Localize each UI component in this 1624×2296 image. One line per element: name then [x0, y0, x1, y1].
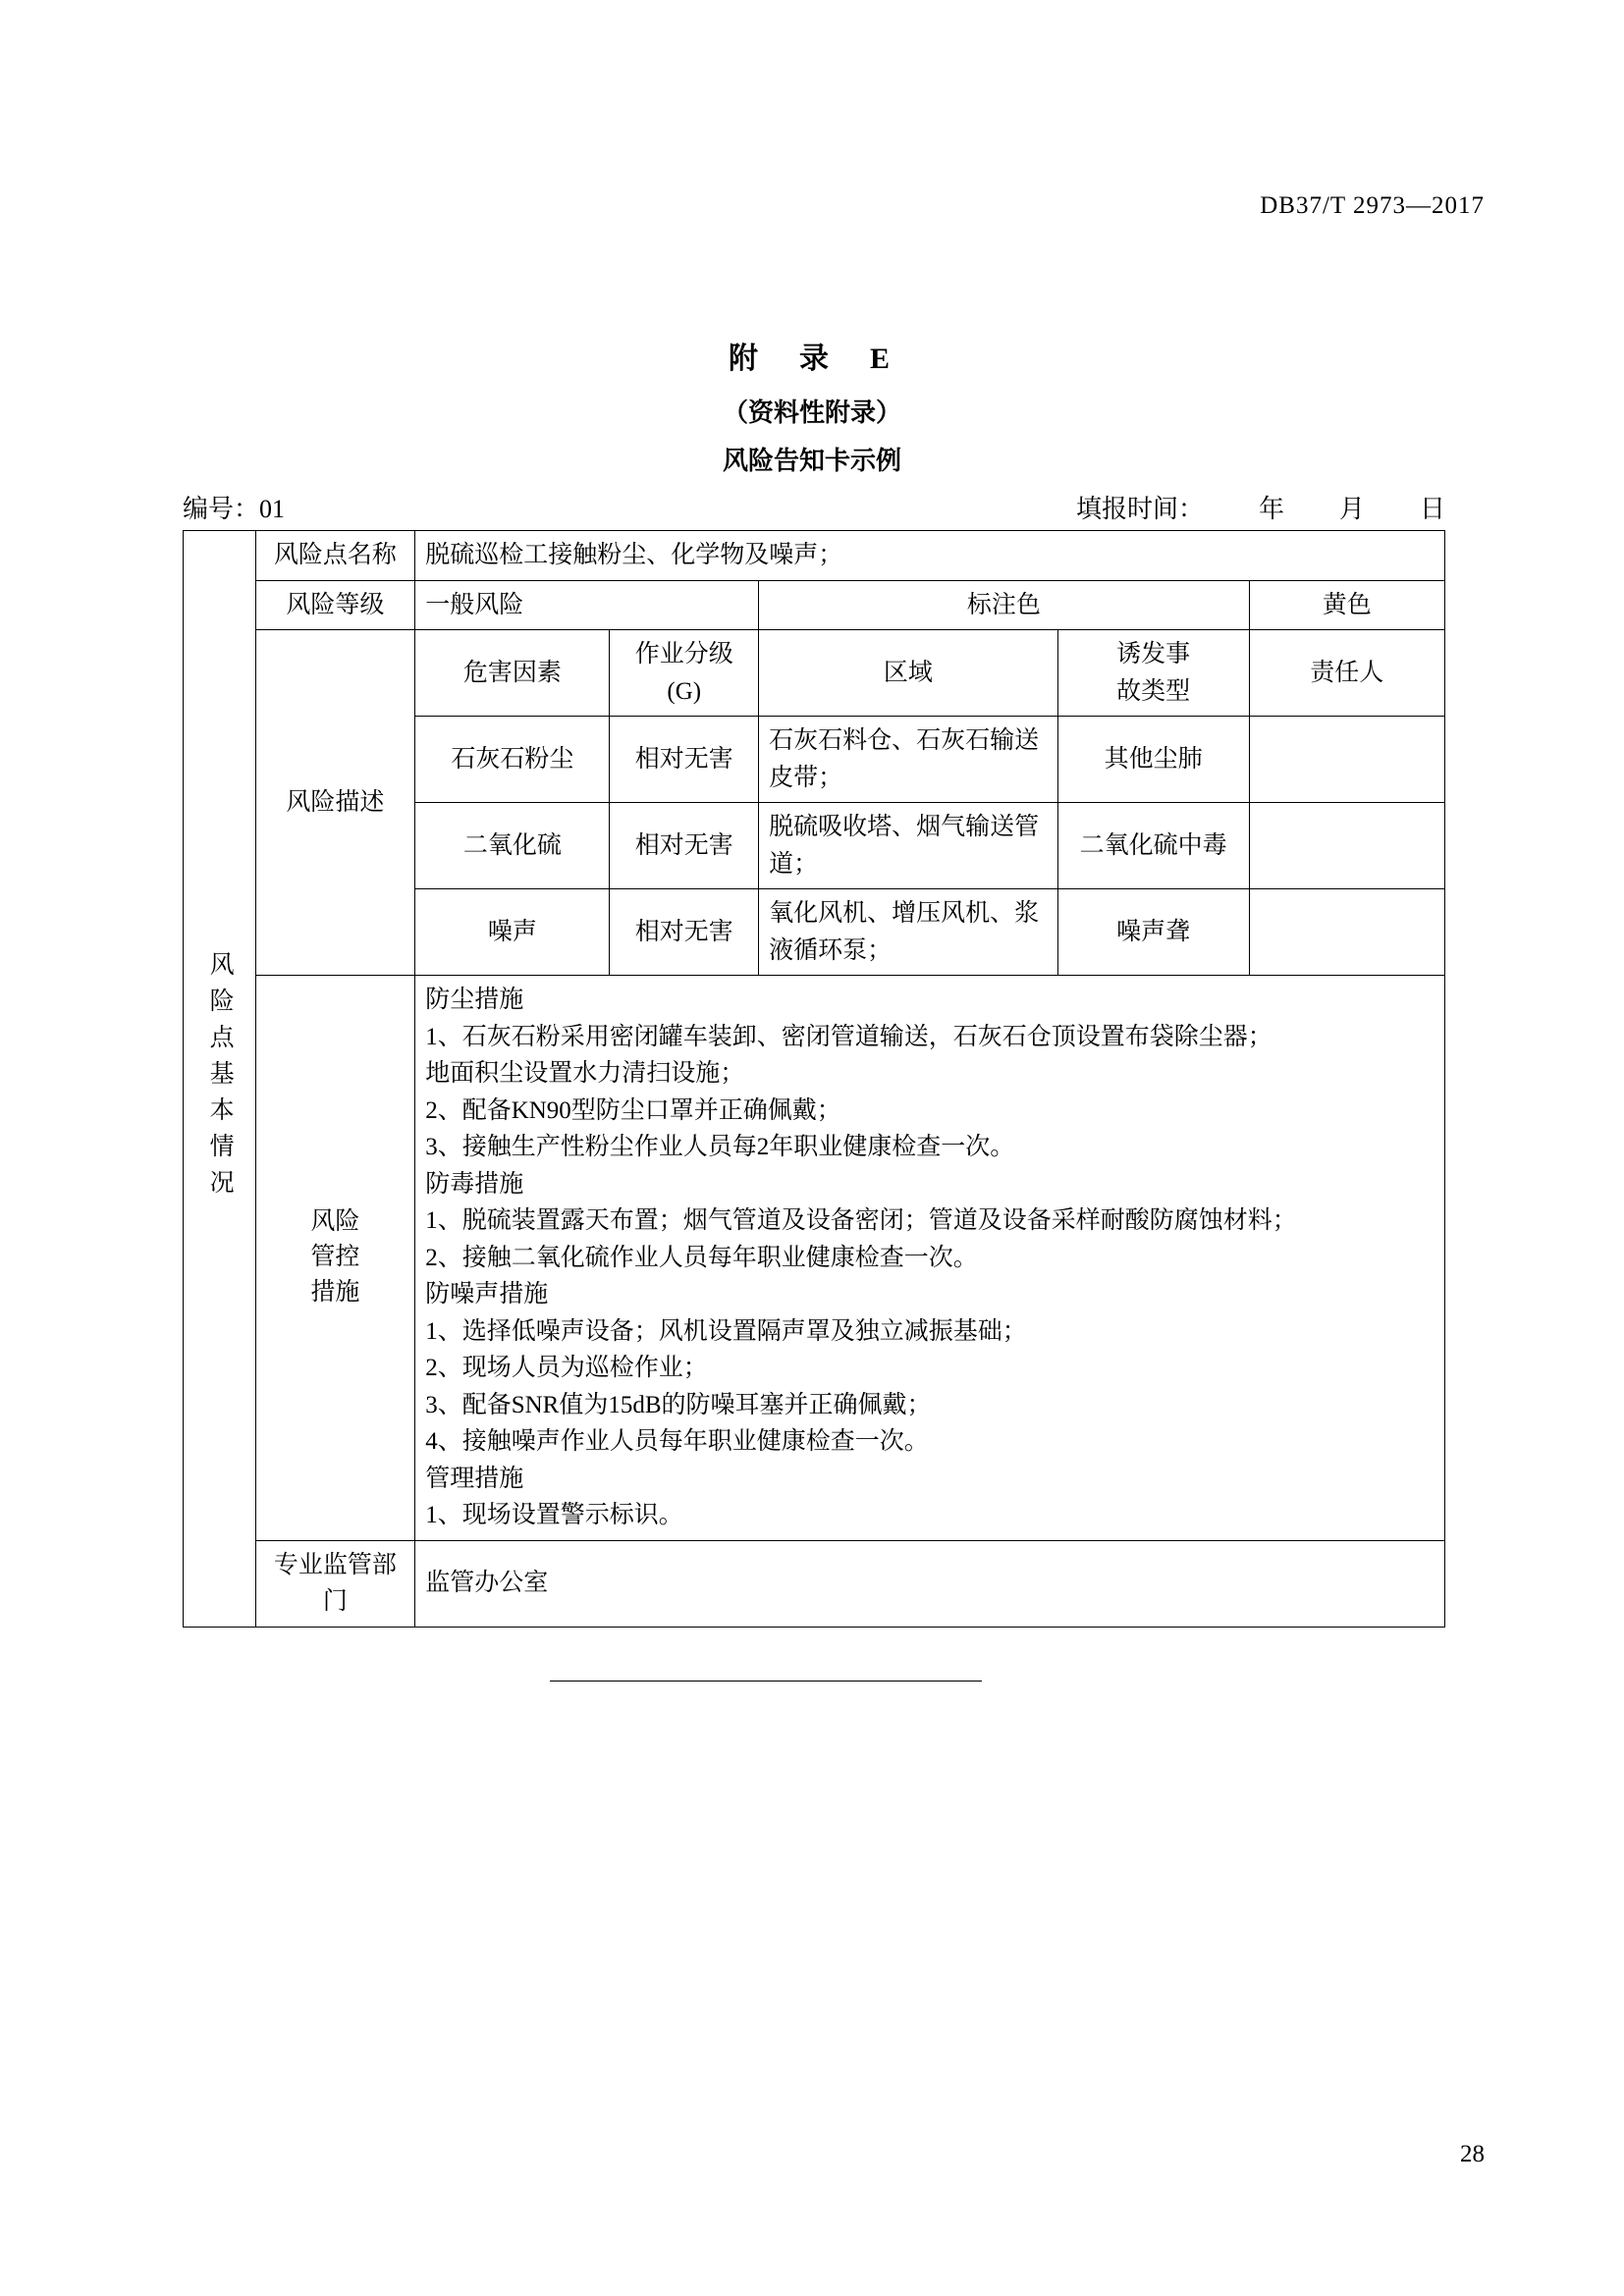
- side-label-text: 风险点基本情况: [206, 951, 234, 1206]
- page-number: 28: [1460, 2141, 1485, 2167]
- risk-description-label: 风险描述: [255, 630, 415, 976]
- risk-control-l1: 风险: [310, 1207, 360, 1235]
- appendix-title-block: [0, 334, 1624, 477]
- measure-line: 地面积尘设置水力清扫设施；: [425, 1060, 745, 1087]
- risk-notification-card-table: [183, 530, 1445, 1628]
- accident-type-cell: 二氧化硫中毒: [1057, 803, 1249, 889]
- day-label: 日: [1419, 495, 1445, 523]
- risk-control-l3: 措施: [310, 1279, 360, 1307]
- area-cell: 氧化风机、增压风机、浆液循环泵；: [759, 889, 1057, 976]
- area-cell: 脱硫吸收塔、烟气输送管道；: [759, 803, 1057, 889]
- header-responsible: 责任人: [1249, 630, 1444, 717]
- mark-color-label: 标注色: [759, 580, 1249, 630]
- supervisor-dept-value: 监管办公室: [415, 1540, 1445, 1627]
- measure-line: 管理措施: [425, 1465, 524, 1492]
- header-job-grade: [610, 630, 759, 717]
- supervisor-dept-label: 专业监管部门: [255, 1540, 415, 1627]
- area-cell: 石灰石料仓、石灰石输送皮带；: [759, 717, 1057, 803]
- appendix-name: 风险告知卡示例: [722, 447, 901, 475]
- mark-color-value: 黄色: [1249, 580, 1444, 630]
- header-hazard-factor: 危害因素: [415, 630, 610, 717]
- fill-date-group: [1076, 489, 1445, 525]
- risk-control-label: [255, 976, 415, 1541]
- header-area: 区域: [759, 630, 1057, 717]
- risk-control-l2: 管控: [310, 1244, 360, 1271]
- risk-level-label: 风险等级: [255, 580, 415, 630]
- responsible-cell: [1249, 889, 1444, 976]
- risk-point-name-value: 脱硫巡检工接触粉尘、化学物及噪声；: [415, 531, 1445, 581]
- accident-type-cell: 噪声聋: [1057, 889, 1249, 976]
- job-grade-cell: 相对无害: [610, 717, 759, 803]
- job-grade-cell: 相对无害: [610, 889, 759, 976]
- measure-line: 2、接触二氧化硫作业人员每年职业健康检查一次。: [425, 1244, 978, 1271]
- appendix-type: （资料性附录）: [722, 399, 901, 427]
- meta-row: [183, 489, 1445, 525]
- job-grade-cell: 相对无害: [610, 803, 759, 889]
- appendix-label: 附 录 E: [728, 343, 895, 375]
- hazard-factor-cell: 二氧化硫: [415, 803, 610, 889]
- table-row: [184, 976, 1445, 1541]
- month-label: 月: [1338, 495, 1365, 523]
- hazard-factor-cell: 石灰石粉尘: [415, 717, 610, 803]
- record-number: 编号：01: [183, 495, 286, 523]
- table-row: [184, 580, 1445, 630]
- responsible-cell: [1249, 803, 1444, 889]
- measure-line: 3、接触生产性粉尘作业人员每2年职业健康检查一次。: [425, 1134, 1015, 1160]
- measure-line: 防毒措施: [425, 1170, 524, 1198]
- measure-line: 1、现场设置警示标识。: [425, 1502, 683, 1528]
- responsible-cell: [1249, 717, 1444, 803]
- footer-divider: [550, 1681, 982, 1682]
- header-accident-type-line1: 诱发事: [1116, 641, 1191, 667]
- risk-control-label-text: [266, 1204, 406, 1311]
- header-accident-type: [1057, 630, 1249, 717]
- control-measures-cell: [415, 976, 1445, 1541]
- header-accident-type-line2: 故类型: [1116, 677, 1191, 705]
- measure-line: 1、脱硫装置露天布置；烟气管道及设备密闭；管道及设备采样耐酸防腐蚀材料；: [425, 1207, 1297, 1234]
- measure-line: 3、配备SNR值为15dB的防噪耳塞并正确佩戴；: [425, 1391, 932, 1418]
- table-header-row: [184, 630, 1445, 717]
- hazard-factor-cell: 噪声: [415, 889, 610, 976]
- measure-line: 2、现场人员为巡检作业；: [425, 1355, 708, 1381]
- year-label: 年: [1258, 495, 1284, 523]
- measure-line: 1、选择低噪声设备；风机设置隔声罩及独立减振基础；: [425, 1317, 1027, 1345]
- header-job-grade-line2: (G): [667, 677, 702, 705]
- fill-date-label: 填报时间：: [1075, 495, 1204, 523]
- header-job-grade-line1: 作业分级: [634, 641, 733, 667]
- side-label-cell: [184, 531, 256, 1628]
- measure-line: 防噪声措施: [425, 1281, 549, 1308]
- standard-code-header: DB37/T 2973—2017: [1260, 192, 1485, 219]
- table-row: [184, 1540, 1445, 1627]
- measure-line: 防尘措施: [425, 987, 524, 1013]
- table-row: [184, 531, 1445, 581]
- risk-level-value: 一般风险: [415, 580, 759, 630]
- risk-point-name-label: 风险点名称: [255, 531, 415, 581]
- measure-line: 1、石灰石粉采用密闭罐车装卸、密闭管道输送，石灰石仓顶设置布袋除尘器；: [425, 1023, 1272, 1050]
- measure-line: 4、接触噪声作业人员每年职业健康检查一次。: [425, 1428, 929, 1455]
- measure-line: 2、配备KN90型防尘口罩并正确佩戴；: [425, 1096, 841, 1124]
- accident-type-cell: 其他尘肺: [1057, 717, 1249, 803]
